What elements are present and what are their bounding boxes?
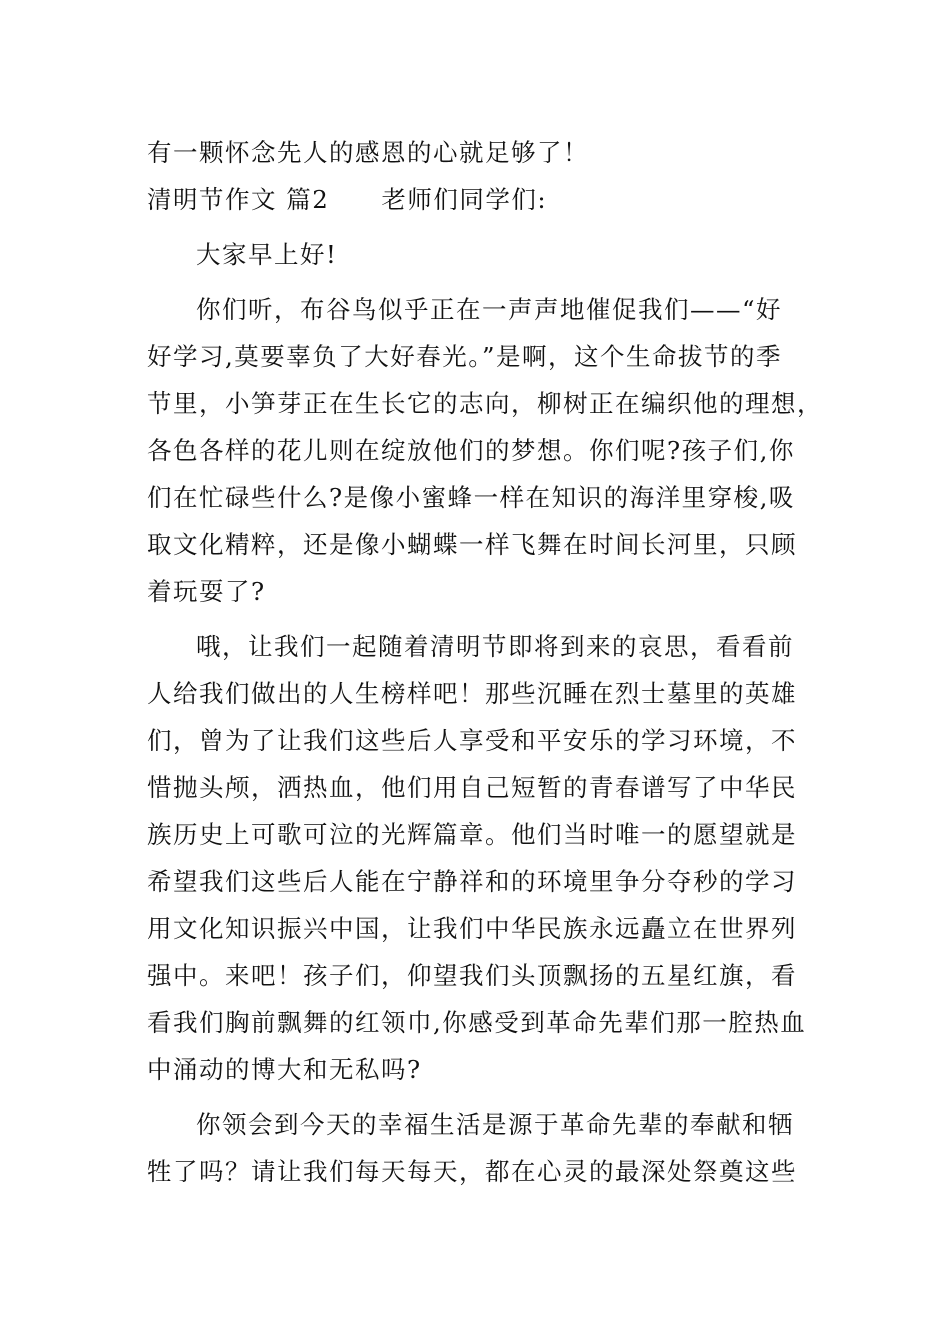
paragraph-line: 节里，小笋芽正在生长它的志向，柳树正在编织他的理想， <box>147 389 823 418</box>
article-title: 清明节作文 篇2 <box>147 185 330 214</box>
paragraph-line: 取文化精粹，还是像小蝴蝶一样飞舞在时间长河里，只顾 <box>147 530 797 559</box>
heading-row <box>147 176 807 223</box>
paragraph-line: 族历史上可歌可泣的光辉篇章。他们当时唯一的愿望就是 <box>147 820 797 849</box>
paragraph-3 <box>147 1101 807 1195</box>
paragraph-line: 看我们胸前飘舞的红领巾,你感受到革命先辈们那一腔热血 <box>147 1008 807 1037</box>
document-body <box>147 129 823 1195</box>
paragraph-line: 中涌动的博大和无私吗? <box>147 1055 422 1084</box>
paragraph-line: 牲了吗？请让我们每天每天，都在心灵的最深处祭奠这些 <box>147 1157 797 1186</box>
paragraph-line: 人给我们做出的人生榜样吧！那些沉睡在烈士墓里的英雄 <box>147 679 797 708</box>
paragraph-line: 好学习,莫要辜负了大好春光。”是啊，这个生命拔节的季 <box>147 342 783 371</box>
salutation: 老师们同学们: <box>381 185 548 214</box>
paragraph-line: 哦，让我们一起随着清明节即将到来的哀思，看看前 <box>196 632 794 661</box>
paragraph-line: 惜抛头颅，洒热血，他们用自己短暂的青春谱写了中华民 <box>147 773 797 802</box>
paragraph-1 <box>147 286 823 615</box>
paragraph-line: 希望我们这些后人能在宁静祥和的环境里争分夺秒的学习 <box>147 867 797 896</box>
closing-line: 有一颗怀念先人的感恩的心就足够了！ <box>147 138 589 167</box>
greeting-line: 大家早上好! <box>196 240 338 269</box>
paragraph-line: 们在忙碌些什么?是像小蜜蜂一样在知识的海洋里穿梭,吸 <box>147 483 795 512</box>
paragraph-line: 们，曾为了让我们这些后人享受和平安乐的学习环境，不 <box>147 726 797 755</box>
paragraph-line: 你领会到今天的幸福生活是源于革命先辈的奉献和牺 <box>196 1110 794 1139</box>
paragraph-line: 强中。来吧！孩子们，仰望我们头顶飘扬的五星红旗，看 <box>147 961 797 990</box>
paragraph-line: 着玩耍了? <box>147 577 266 606</box>
paragraph-line: 你们听，布谷鸟似乎正在一声声地催促我们——“好 <box>196 295 783 324</box>
paragraph-line: 各色各样的花儿则在绽放他们的梦想。你们呢?孩子们,你 <box>147 436 795 465</box>
paragraph-2 <box>147 623 807 1093</box>
paragraph-line: 用文化知识振兴中国，让我们中华民族永远矗立在世界列 <box>147 914 797 943</box>
